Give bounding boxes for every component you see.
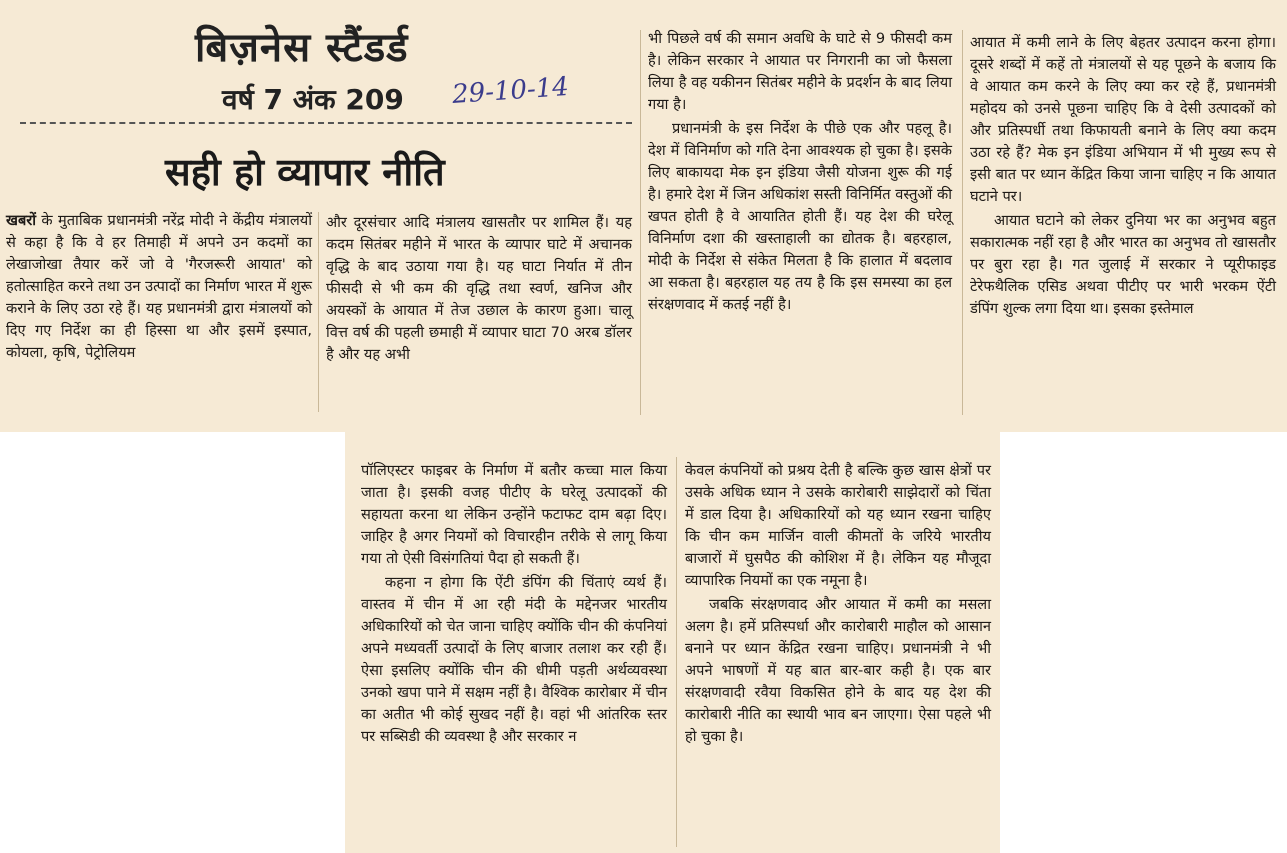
paragraph: आयात में कमी लाने के लिए बेहतर उत्पादन करना होगा। दूसरे शब्दों में कहें तो मंत्रालयों से यह पूछने के बजाय कि वे आयात कम करने के लिए क्या कर रहे हैं, प्रधानमंत्री महोदय को उनसे पूछना चाहिए कि वे देसी उत्पादकों को और प्रतिस्पर्धी तथा किफायती बनाने के लिए क्या कदम उठा रहे हैं? मेक इन इंडिया अभियान में भी मुख्य रूप से इसी बात पर ध्यान केंद्रित किया जाना चाहिए न कि आयात घटाने पर। <box>970 34 1276 205</box>
article-headline: सही हो व्यापार नीति <box>165 150 445 194</box>
paragraph: प्रधानमंत्री के इस निर्देश के पीछे एक और पहलू है। देश में विनिर्माण को गति देना आवश्यक हो चुका है। इसके लिए बाकायदा मेक इन इंडिया जैसी योजना शुरू की गई है। हमारे देश में जिन अधिकांश सस्ती विनिर्मित वस्तुओं की खपत होती है वे आयातित होती हैं। यह देश की घरेलू विनिर्माण दशा की खस्ताहाली का द्योतक है। बहरहाल, मोदी के निर्देश से संकेत मिलता है कि हालात में बदलाव आ सकता है। बहरहाल यह तय है कि इस समस्या का हल संरक्षणवाद में कतई नहीं है। <box>648 120 952 313</box>
paragraph: जबकि संरक्षणवाद और आयात में कमी का मसला अलग है। हमें प्रतिस्पर्धा और कारोबारी माहौल को आसान बनाने पर ध्यान केंद्रित रखना चाहिए। प्रधानमंत्री ने भी अपने भाषणों में यह बात बार-बार कही है। एक बार संरक्षणवादी रवैया विकसित होने के बाद यह देश की कारोबारी नीति का स्थायी भाव बन जाएगा। ऐसा पहले भी हो चुका है। <box>685 596 991 745</box>
article-column-2 <box>326 212 632 366</box>
clipping-bottom <box>345 432 1000 853</box>
lead-word: खबरों <box>6 212 37 229</box>
paragraph: केवल कंपनियों को प्रश्रय देती है बल्कि कुछ खास क्षेत्रों पर उसके अधिक ध्यान ने उसके कारोबारी साझेदारों को चिंता में डाल दिया है। अधिकारियों को यह ध्यान रखना चाहिए कि चीन कम मार्जिन वाली कीमतों के जरिये भारतीय बाजारों में घुसपैठ की कोशिश में है। लेकिन यह मौजूदा व्यापारिक नियमों का एक नमूना है। <box>685 462 991 589</box>
column-text: के मुताबिक प्रधानमंत्री नरेंद्र मोदी ने केंद्रीय मंत्रालयों से कहा है कि वे हर तिमाही में अपने उन कदमों का लेखाजोखा तैयार करें जो वे 'गैरजरूरी आयात' को हतोत्साहित करने तथा उन उत्पादों का निर्माण भारत में शुरू कराने के लिए उठा रहे हैं। यह प्रधानमंत्री द्वारा मंत्रालयों को दिए गए निर्देश का ही हिस्सा था और इसमें इस्पात, कोयला, कृषि, पेट्रोलियम <box>6 212 312 361</box>
article-column-1 <box>6 210 312 364</box>
handwritten-date: 29-10-14 <box>451 71 570 111</box>
column-rule <box>318 212 319 412</box>
paragraph: पॉलिएस्टर फाइबर के निर्माण में बतौर कच्चा माल किया जाता है। इसकी वजह पीटीए के घरेलू उत्पादकों की सहायता करना था लेकिन उन्होंने फटाफट दाम बढ़ा दिए। जाहिर है अगर नियमों को विचारहीन तरीके से लागू किया गया तो ऐसी विसंगतियां पैदा हो सकती हैं। <box>361 462 667 567</box>
article-column-6 <box>685 460 991 748</box>
column-rule <box>962 30 963 415</box>
newspaper-masthead: बिज़नेस स्टैंडर्ड <box>195 25 409 71</box>
paragraph: कहना न होगा कि ऐंटी डंपिंग की चिंताएं व्यर्थ हैं। वास्तव में चीन में आ रही मंदी के मद्देनजर भारतीय अधिकारियों को चेत जाना चाहिए क्योंकि चीन की कंपनियां अपने मध्यवर्ती उत्पादों के लिए बाजार तलाश कर रही हैं। ऐसा इसलिए क्योंकि चीन की धीमी पड़ती अर्थव्यवस्था उनको खपा पाने में सक्षम नहीं है। वैश्विक कारोबार में चीन का अतीत भी कोई सुखद नहीं है। वहां भी आंतरिक स्तर पर सब्सिडी की व्यवस्था है और सरकार न <box>361 574 667 745</box>
column-rule <box>676 457 677 847</box>
dashed-divider <box>20 122 632 124</box>
issue-number: वर्ष 7 अंक 209 <box>222 83 404 116</box>
article-column-4 <box>970 32 1276 320</box>
paragraph: भी पिछले वर्ष की समान अवधि के घाटे से 9 फीसदी कम है। लेकिन सरकार ने आयात पर निगरानी का जो फैसला लिया है वह यकीनन सितंबर महीने के प्रदर्शन के बाद लिया गया है। <box>648 30 952 113</box>
article-column-5 <box>361 460 667 748</box>
column-text: और दूरसंचार आदि मंत्रालय खासतौर पर शामिल हैं। यह कदम सितंबर महीने में भारत के व्यापार घाटे में अचानक वृद्धि के बाद उठाया गया है। यह घाटा निर्यात में तीन फीसदी से भी कम की वृद्धि तथा स्वर्ण, खनिज और अयस्कों के आयात में तेज उछाल के कारण हुआ। चालू वित्त वर्ष की पहली छमाही में व्यापार घाटा 70 अरब डॉलर है और यह अभी <box>326 214 632 363</box>
article-column-3 <box>648 28 952 316</box>
paragraph: आयात घटाने को लेकर दुनिया भर का अनुभव बहुत सकारात्मक नहीं रहा है और भारत का अनुभव तो खासतौर पर बुरा रहा है। गत जुलाई में सरकार ने प्यूरीफाइड टेरेफथैलिक एसिड अथवा पीटीए पर भारी भरकम ऐंटी डंपिंग शुल्क लगा दिया था। इसका इस्तेमाल <box>970 212 1276 317</box>
column-rule <box>640 30 641 415</box>
